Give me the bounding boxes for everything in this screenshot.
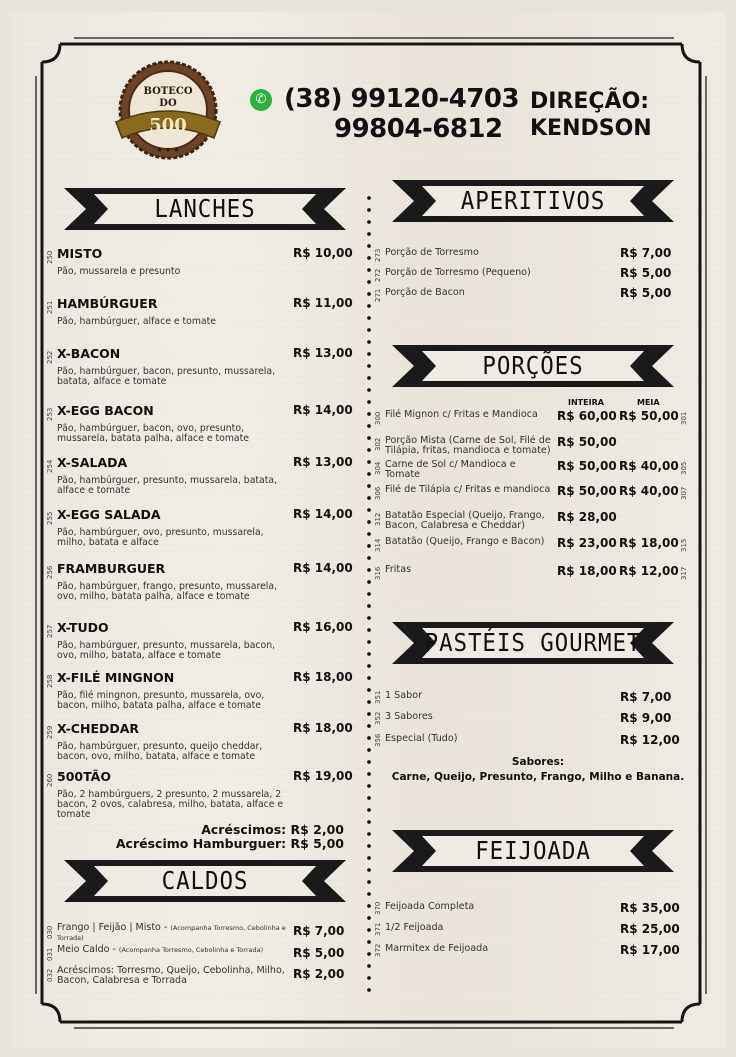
porcao-price-inteira: R$ 60,00 — [557, 409, 617, 423]
item-code: 316 — [374, 566, 382, 580]
whatsapp-icon: ✆ — [250, 89, 272, 111]
item-code: 031 — [46, 947, 54, 961]
porcao-price-inteira: R$ 50,00 — [557, 459, 617, 473]
porcao-price-meia: R$ 40,00 — [619, 459, 679, 473]
porcoes-banner — [392, 343, 674, 389]
item-code: 259 — [46, 725, 54, 739]
menu-item-price: R$ 13,00 — [293, 455, 353, 469]
item-code: 273 — [374, 248, 382, 262]
porcao-name: Fritas — [385, 564, 412, 575]
boteco-logo — [110, 60, 226, 164]
pastel-price: R$ 7,00 — [620, 690, 672, 704]
pasteis-title: PASTÉIS GOURMET — [424, 628, 642, 657]
item-code: 032 — [46, 968, 54, 982]
menu-item-desc: Pão, hambúrguer, bacon, presunto, mussarela, batata, alface e tomate — [57, 366, 276, 387]
menu-item-name: X-EGG SALADA — [57, 507, 161, 522]
item-code: 351 — [374, 690, 382, 704]
feijoada-name: 1/2 Feijoada — [385, 922, 444, 933]
porcao-price-meia: R$ 50,00 — [619, 409, 679, 423]
phone-number-1: (38) 99120-4703 — [284, 84, 520, 114]
item-code-half: 301 — [680, 411, 688, 425]
menu-item-desc: Pão, hambúrguer, presunto, queijo cheddar, bacon, ovo, milho, batata, alface e tomate — [57, 741, 263, 762]
pastel-price: R$ 12,00 — [620, 733, 680, 747]
item-code-half: 307 — [680, 486, 688, 500]
porcao-name: Filé Mignon c/ Fritas e Mandioca — [385, 409, 538, 420]
porcao-name: Batatão (Queijo, Frango e Bacon) — [385, 536, 545, 547]
menu-item-desc: Pão, hambúrguer, presunto, mussarela, batata, alface e tomate — [57, 475, 278, 496]
menu-item-name: X-EGG BACON — [57, 403, 154, 418]
item-code: 306 — [374, 486, 382, 500]
item-code: 258 — [46, 674, 54, 688]
menu-item-name: FRAMBURGUER — [57, 561, 166, 576]
menu-item-desc: Pão, hambúrguer, bacon, ovo, presunto, mussarela, batata palha, alface e tomate — [57, 423, 249, 444]
menu-item-name: X-SALADA — [57, 455, 128, 470]
menu-item-price: R$ 14,00 — [293, 403, 353, 417]
caldo-name-text: Meio Caldo - — [57, 944, 119, 955]
porcao-name: Batatão Especial (Queijo, Frango, Bacon, Calabresa e Cheddar) — [385, 510, 545, 531]
feijoada-name: Marmitex de Feijoada — [385, 943, 489, 954]
item-code: 300 — [374, 411, 382, 425]
item-code: 371 — [374, 922, 382, 936]
menu-item-desc: Pão, mussarela e presunto — [57, 266, 181, 277]
aperitivos-title: APERITIVOS — [460, 186, 606, 215]
porcao-name: Carne de Sol c/ Mandioca e Tomate — [385, 459, 516, 480]
menu-item-desc: Pão, filé mingnon, presunto, mussarela, ovo, bacon, milho, batata palha, alface e tomate — [57, 690, 265, 711]
col-inteira: INTEIRA — [568, 398, 604, 407]
caldo-name-text: Acréscimos: Torresmo, Queijo, Cebolinha, Milho, Bacon, Calabresa e Torrada — [57, 965, 285, 986]
column-divider — [367, 192, 371, 992]
aperitivo-name: Porção de Bacon — [385, 287, 465, 298]
caldo-note-text: (Acompanha Torresmo, Cebolinha e Torrada) — [118, 946, 264, 954]
acrescimo-hamburguer-line: Acréscimo Hamburguer: R$ 5,00 — [115, 836, 344, 851]
menu-item-price: R$ 14,00 — [293, 507, 353, 521]
aperitivos-banner — [392, 178, 674, 224]
caldo-note-text: (Acompanha Torresmo, Cebolinha e Torrada) — [57, 924, 286, 942]
acrescimos-line: Acréscimos: R$ 2,00 — [201, 822, 344, 837]
logo-number: 500 — [149, 115, 187, 136]
menu-item-desc: Pão, hambúrguer, presunto, mussarela, bacon, ovo, milho, batata, alface e tomate — [57, 640, 276, 661]
porcao-price-meia: R$ 18,00 — [619, 536, 679, 550]
caldo-item-name — [57, 945, 289, 955]
menu-item-desc: Pão, 2 hambúrguers, 2 presunto, 2 mussarela, 2 bacon, 2 ovos, calabresa, milho, batata, alface e tomate — [57, 789, 284, 820]
sabores-title: Sabores: — [511, 756, 565, 768]
feijoada-price: R$ 35,00 — [620, 901, 680, 915]
pasteis-banner — [392, 620, 674, 666]
feijoada-price: R$ 17,00 — [620, 943, 680, 957]
phone-number-2: 99804-6812 — [334, 114, 503, 144]
aperitivo-name: Porção de Torresmo — [385, 247, 479, 258]
lanches-title: LANCHES — [154, 194, 256, 223]
col-meia: MEIA — [637, 398, 660, 407]
aperitivo-name: Porção de Torresmo (Pequeno) — [385, 267, 531, 278]
menu-item-name: MISTO — [57, 246, 103, 261]
caldos-title: CALDOS — [161, 866, 249, 895]
item-code: 251 — [46, 300, 54, 314]
item-code: 272 — [374, 268, 382, 282]
item-code: 302 — [374, 437, 382, 451]
menu-item-desc: Pão, hambúrguer, frango, presunto, mussarela, ovo, milho, batata palha, alface e tomate — [57, 581, 278, 602]
direction-label: DIREÇÃO: — [530, 89, 650, 114]
feijoada-title: FEIJOADA — [475, 836, 591, 865]
item-code: 304 — [374, 461, 382, 475]
direction-name: KENDSON — [530, 116, 652, 141]
menu-item-name: X-CHEDDAR — [57, 721, 140, 736]
item-code: 356 — [374, 733, 382, 747]
logo-middle-text: DO — [159, 98, 177, 109]
item-code: 253 — [46, 407, 54, 421]
item-code-half: 315 — [680, 538, 688, 552]
menu-item-name: HAMBÚRGUER — [57, 296, 158, 311]
item-code: 260 — [46, 773, 54, 787]
feijoada-name: Feijoada Completa — [385, 901, 475, 912]
feijoada-price: R$ 25,00 — [620, 922, 680, 936]
item-code: 370 — [374, 901, 382, 915]
menu-item-price: R$ 19,00 — [293, 769, 353, 783]
item-code: 312 — [374, 512, 382, 526]
item-code: 271 — [374, 288, 382, 302]
item-code: 255 — [46, 511, 54, 525]
caldo-item-price: R$ 2,00 — [293, 967, 345, 981]
item-code-half: 317 — [680, 566, 688, 580]
lanches-banner — [64, 186, 346, 232]
menu-item-desc: Pão, hambúrguer, ovo, presunto, mussarela, milho, batata e alface — [57, 527, 264, 548]
porcao-price-inteira: R$ 23,00 — [557, 536, 617, 550]
caldo-item-name — [57, 966, 289, 986]
item-code: 250 — [46, 250, 54, 264]
porcao-name: Porção Mista (Carne de Sol, Filé de Tilápia, fritas, mandioca e tomate) — [385, 435, 551, 456]
sabores-list: Carne, Queijo, Presunto, Frango, Milho e Banana. — [391, 771, 685, 783]
porcao-price-meia: R$ 40,00 — [619, 484, 679, 498]
porcao-name: Filé de Tilápia c/ Fritas e mandioca — [385, 484, 551, 495]
feijoada-banner — [392, 828, 674, 874]
pastel-name: 1 Sabor — [385, 690, 423, 701]
porcao-price-inteira: R$ 50,00 — [557, 435, 617, 449]
menu-item-price: R$ 13,00 — [293, 346, 353, 360]
menu-item-desc: Pão, hambúrguer, alface e tomate — [57, 316, 216, 327]
menu-item-price: R$ 16,00 — [293, 620, 353, 634]
aperitivo-price: R$ 7,00 — [620, 246, 672, 260]
porcoes-title: PORÇÕES — [482, 351, 584, 380]
menu-item-name: 500TÃO — [57, 769, 111, 784]
item-code: 254 — [46, 459, 54, 473]
pastel-name: 3 Sabores — [385, 711, 433, 722]
caldos-banner — [64, 858, 346, 904]
item-code: 030 — [46, 925, 54, 939]
pastel-price: R$ 9,00 — [620, 711, 672, 725]
caldo-item-price: R$ 7,00 — [293, 924, 345, 938]
menu-item-price: R$ 10,00 — [293, 246, 353, 260]
porcao-price-inteira: R$ 50,00 — [557, 484, 617, 498]
porcao-price-inteira: R$ 28,00 — [557, 510, 617, 524]
porcao-price-meia: R$ 12,00 — [619, 564, 679, 578]
svg-text:★ ★ ★: ★ ★ ★ — [156, 146, 180, 154]
menu-item-name: X-TUDO — [57, 620, 109, 635]
menu-item-price: R$ 11,00 — [293, 296, 353, 310]
item-code-half: 305 — [680, 461, 688, 475]
menu-item-name: X-BACON — [57, 346, 121, 361]
logo-top-text: BOTECO — [143, 86, 193, 97]
porcao-price-inteira: R$ 18,00 — [557, 564, 617, 578]
aperitivo-price: R$ 5,00 — [620, 286, 672, 300]
menu-item-price: R$ 18,00 — [293, 670, 353, 684]
menu-item-price: R$ 14,00 — [293, 561, 353, 575]
caldo-item-price: R$ 5,00 — [293, 946, 345, 960]
caldo-name-text: Frango | Feijão | Misto - — [57, 922, 171, 933]
pastel-name: Especial (Tudo) — [385, 733, 458, 744]
menu-item-name: X-FILÉ MINGNON — [57, 670, 175, 685]
item-code: 314 — [374, 538, 382, 552]
item-code: 372 — [374, 943, 382, 957]
item-code: 257 — [46, 624, 54, 638]
item-code: 256 — [46, 565, 54, 579]
menu-item-price: R$ 18,00 — [293, 721, 353, 735]
item-code: 252 — [46, 350, 54, 364]
item-code: 352 — [374, 711, 382, 725]
aperitivo-price: R$ 5,00 — [620, 266, 672, 280]
caldo-item-name — [57, 923, 289, 943]
